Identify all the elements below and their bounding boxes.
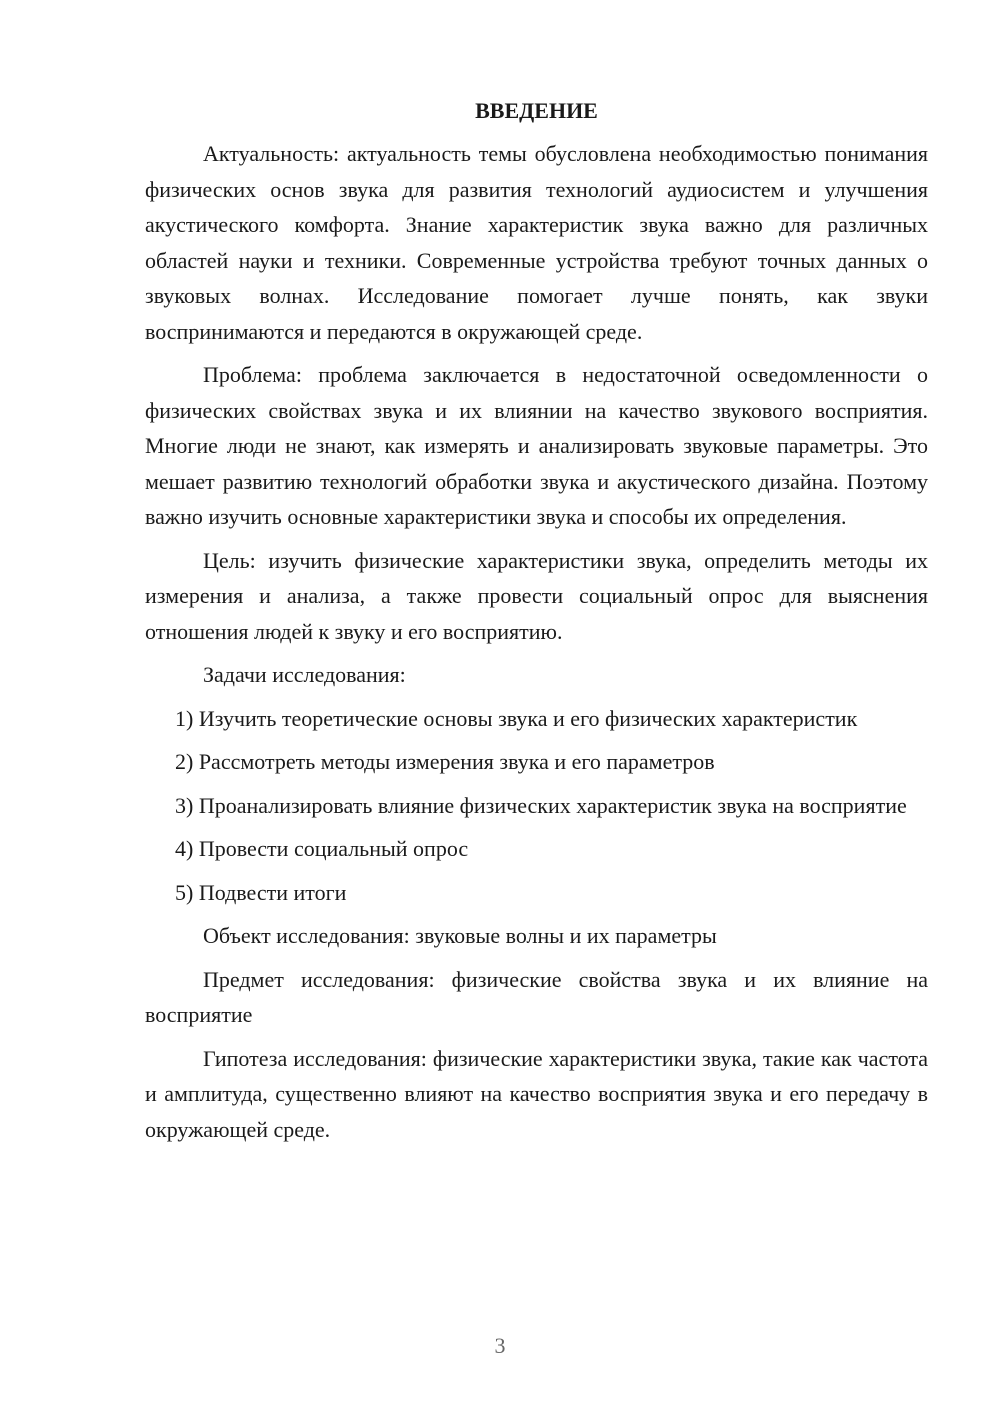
- research-hypothesis: Гипотеза исследования: физические характеристики звука, такие как частота и амплитуда, существенно влияют на качество восприятия звука и его передачу в окружающей среде.: [145, 1045, 928, 1142]
- tasks-heading: Задачи исследования:: [203, 662, 406, 687]
- task-item-5: 5) Подвести итоги: [175, 879, 347, 905]
- goal-paragraph: Цель: изучить физические характеристики звука, определить методы их измерения и анализа, а также провести социальный опрос для выяснения отношения людей к звуку и его восприятию.: [145, 547, 928, 644]
- page-title: ВВЕДЕНИЕ: [475, 98, 598, 123]
- problem-paragraph: Проблема: проблема заключается в недостаточной осведомленности о физических свойствах звука и их влиянии на качество звукового восприятия. Многие люди не знают, как измерять и анализировать звуковые параметры. Это мешает развитию технологий обработки звука и акустического дизайна. Поэтому важно изучить основные характеристики звука и способы их определения.: [145, 362, 928, 529]
- task-item-1: 1) Изучить теоретические основы звука и его физических характеристик: [175, 705, 858, 731]
- document-page: [145, 96, 928, 1155]
- research-subject: Предмет исследования: физические свойства звука и их влияние на восприятие: [145, 966, 928, 1027]
- task-item-3: 3) Проанализировать влияние физических характеристик звука на восприятие: [175, 792, 907, 818]
- task-item-2: 2) Рассмотреть методы измерения звука и его параметров: [175, 749, 715, 774]
- research-object: Объект исследования: звуковые волны и их параметры: [203, 923, 717, 948]
- task-item-4: 4) Провести социальный опрос: [175, 836, 469, 861]
- relevance-paragraph: Актуальность: актуальность темы обусловлена необходимостью понимания физических основ звука для развития технологий аудиосистем и улучшения акустического комфорта. Знание характеристик звука важно для различных областей науки и техники. Современные устройства требуют точных данных о звуковых волнах. Исследование помогает лучше понять, как звуки воспринимаются и передаются в окружающей среде.: [145, 141, 928, 344]
- page-number: 3: [494, 1333, 506, 1358]
